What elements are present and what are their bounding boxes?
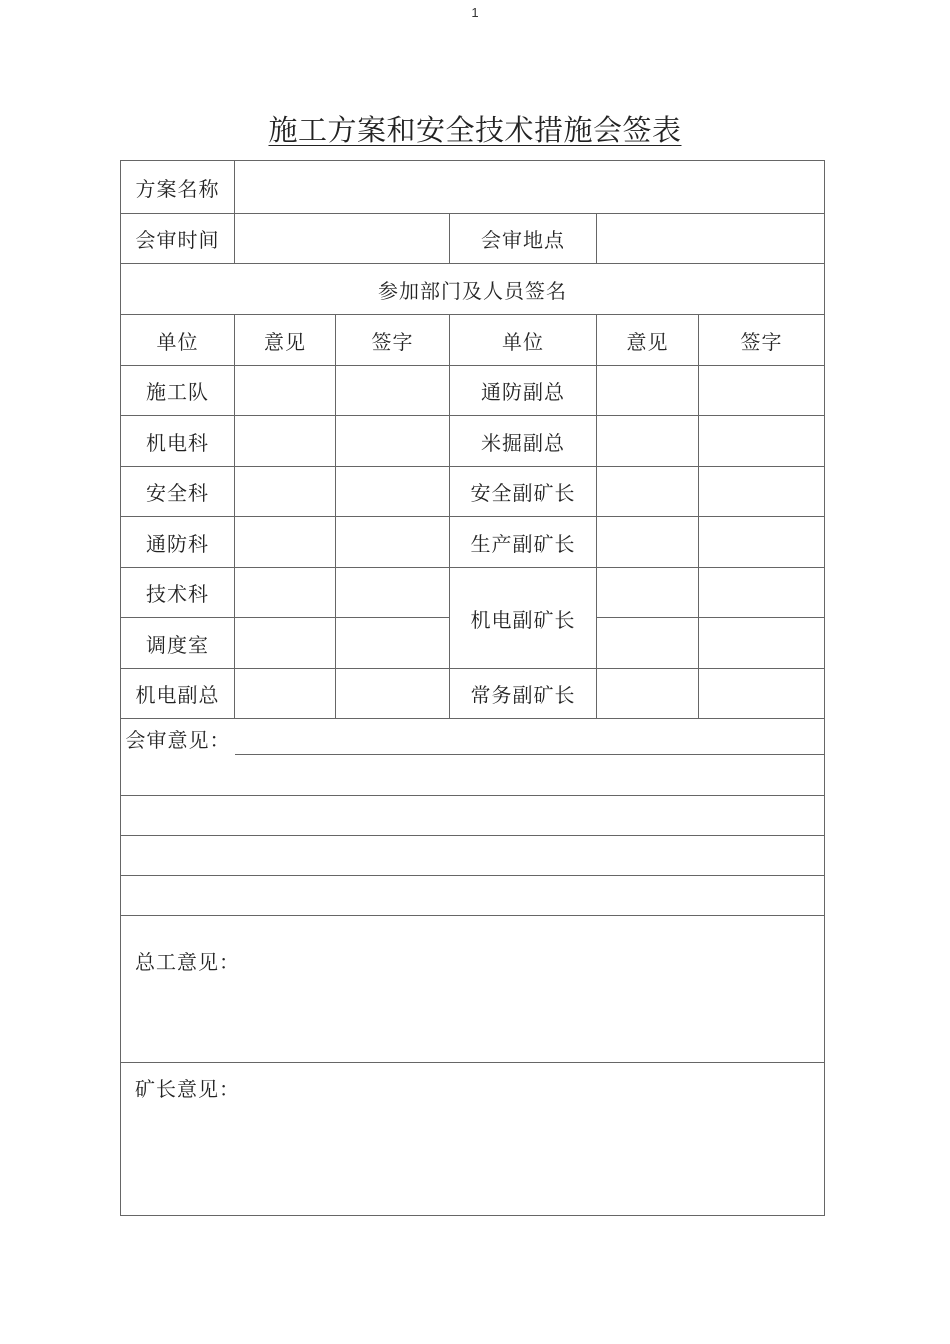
unit-name: 调度室: [121, 618, 235, 669]
unit-name: 机电副总: [121, 669, 235, 719]
signature-cell[interactable]: [699, 467, 825, 517]
unit-name: 通防副总: [450, 366, 597, 416]
signature-cell[interactable]: [699, 568, 825, 618]
signature-cell[interactable]: [336, 366, 450, 416]
table-row: [121, 467, 825, 517]
table-row: [121, 517, 825, 568]
opinion-cell[interactable]: [235, 669, 336, 719]
chief-engineer-opinion-cell[interactable]: [121, 916, 825, 1063]
mine-manager-opinion-cell[interactable]: [121, 1063, 825, 1216]
review-opinion-cell[interactable]: [121, 719, 825, 796]
unit-name: 生产副矿长: [450, 517, 597, 568]
signature-cell[interactable]: [336, 416, 450, 467]
signature-cell[interactable]: [699, 618, 825, 669]
opinion-cell[interactable]: [235, 568, 336, 618]
column-header-unit: 单位: [121, 315, 235, 366]
opinion-cell[interactable]: [597, 517, 699, 568]
table-row: [121, 416, 825, 467]
opinion-cell[interactable]: [235, 618, 336, 669]
opinion-cell[interactable]: [235, 467, 336, 517]
mine-manager-opinion-label: 矿长意见：: [135, 1077, 240, 1101]
signature-cell[interactable]: [336, 618, 450, 669]
column-header-signature: 签字: [336, 315, 450, 366]
table-row: [121, 568, 825, 618]
sign-off-table: [120, 160, 825, 1216]
signature-cell[interactable]: [336, 467, 450, 517]
opinion-cell[interactable]: [235, 517, 336, 568]
table-row: [121, 669, 825, 719]
review-opinion-label: 会审意见：: [125, 728, 231, 752]
unit-name: 施工队: [121, 366, 235, 416]
signature-cell[interactable]: [699, 416, 825, 467]
unit-name: 常务副矿长: [450, 669, 597, 719]
unit-name: 机电副矿长: [450, 568, 597, 669]
review-opinion-line[interactable]: [121, 876, 825, 916]
column-header-opinion: 意见: [597, 315, 699, 366]
opinion-cell[interactable]: [597, 366, 699, 416]
review-opinion-line[interactable]: [121, 796, 825, 836]
unit-name: 通防科: [121, 517, 235, 568]
column-header-opinion: 意见: [235, 315, 336, 366]
scheme-name-cell[interactable]: [235, 161, 825, 214]
column-header-signature: 签字: [699, 315, 825, 366]
chief-engineer-opinion-label: 总工意见：: [135, 950, 240, 974]
table-row: [121, 366, 825, 416]
column-header-unit: 单位: [450, 315, 597, 366]
signature-cell[interactable]: [336, 568, 450, 618]
review-opinion-underline: [235, 754, 824, 755]
unit-name: 技术科: [121, 568, 235, 618]
opinion-cell[interactable]: [597, 416, 699, 467]
document-title-wrap: [0, 108, 950, 149]
signature-cell[interactable]: [699, 669, 825, 719]
scheme-name-label: 方案名称: [121, 161, 235, 214]
signature-cell[interactable]: [336, 517, 450, 568]
opinion-cell[interactable]: [597, 467, 699, 517]
review-time-label: 会审时间: [121, 214, 235, 264]
signature-cell[interactable]: [336, 669, 450, 719]
opinion-cell[interactable]: [597, 669, 699, 719]
unit-name: 米掘副总: [450, 416, 597, 467]
review-place-label: 会审地点: [450, 214, 597, 264]
review-opinion-line[interactable]: [121, 836, 825, 876]
review-place-cell[interactable]: [597, 214, 825, 264]
review-time-cell[interactable]: [235, 214, 450, 264]
signature-cell[interactable]: [699, 517, 825, 568]
unit-name: 机电科: [121, 416, 235, 467]
opinion-cell[interactable]: [235, 416, 336, 467]
opinion-cell[interactable]: [597, 568, 699, 618]
signature-cell[interactable]: [699, 366, 825, 416]
opinion-cell[interactable]: [235, 366, 336, 416]
unit-name: 安全副矿长: [450, 467, 597, 517]
document-title: 施工方案和安全技术措施会签表: [268, 113, 682, 147]
unit-name: 安全科: [121, 467, 235, 517]
opinion-cell[interactable]: [597, 618, 699, 669]
section-header: 参加部门及人员签名: [121, 264, 825, 315]
page-number: 1: [471, 5, 479, 20]
review-opinion-wrap: [121, 719, 824, 795]
